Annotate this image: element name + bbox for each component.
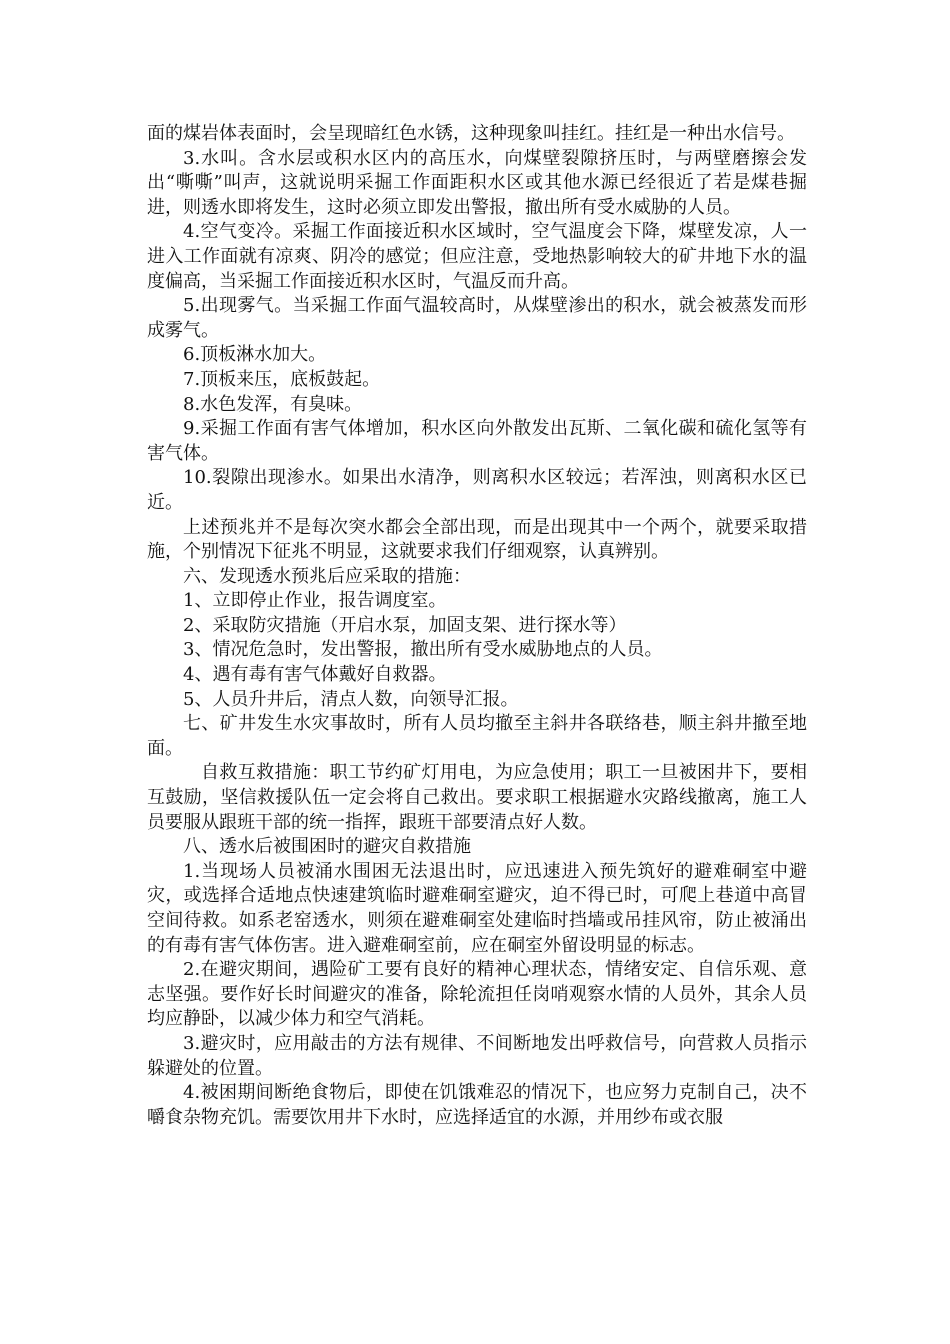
section-heading-6: 六、发现透水预兆后应采取的措施： xyxy=(183,565,471,587)
measure-item-2: 2、采取防灾措施（开启水泵，加固支架、进行探水等） xyxy=(183,614,627,636)
measure-item-5: 5、人员升井后，清点人数，向领导汇报。 xyxy=(183,688,519,710)
paragraph-crack-seepage: 10.裂隙出现渗水。如果出水清净，则离积水区较远；若浑浊，则离积水区已近。 xyxy=(147,467,807,513)
paragraph-continuation: 面的煤岩体表面时，会呈现暗红色水锈，这种现象叫挂红。挂红是一种出水信号。 xyxy=(147,123,795,144)
refuge-item-2: 2.在避灾期间，遇险矿工要有良好的精神心理状态，情绪安定、自信乐观、意志坚强。要作好长时间避灾的准备，除轮流担任岗哨观察水情的人员外，其余人员均应静卧，以减少体力和空气消耗。 xyxy=(147,959,807,1030)
paragraph-self-rescue: 自救互救措施：职工节约矿灯用电，为应急使用；职工一旦被困井下，要相互鼓励，坚信救援队伍一定会将自己救出。要求职工根据避水灾路线撤离，施工人员要服从跟班干部的统一指挥，跟班干部要清点好人数。 xyxy=(147,762,807,833)
paragraph-summary: 上述预兆并不是每次突水都会全部出现，而是出现其中一个两个，就要采取措施，个别情况下征兆不明显，这就要求我们仔细观察，认真辨别。 xyxy=(147,516,807,563)
paragraph-air-cooling: 4.空气变冷。采掘工作面接近积水区域时，空气温度会下降，煤壁发凉，人一进入工作面就有凉爽、阴冷的感觉；但应注意，受地热影响较大的矿井地下水的温度偏高，当采掘工作面接近积水区时，气温反而升高。 xyxy=(147,221,807,292)
paragraph-water-color: 8.水色发浑，有臭味。 xyxy=(183,393,363,415)
paragraph-roof-dripping: 6.顶板淋水加大。 xyxy=(183,344,327,366)
measure-item-4: 4、遇有毒有害气体戴好自救器。 xyxy=(183,664,447,686)
section-heading-8: 八、透水后被围困时的避灾自救措施 xyxy=(183,836,471,858)
paragraph-water-sound: 3.水叫。含水层或积水区内的高压水，向煤壁裂隙挤压时，与两壁磨擦会发出“嘶嘶”叫声，这就说明采掘工作面距积水区或其他水源已经很近了若是煤巷掘进，则透水即将发生，这时必须立即发出警报，撤出所有受水威胁的人员。 xyxy=(147,147,807,218)
paragraph-roof-pressure: 7.顶板来压，底板鼓起。 xyxy=(183,368,381,390)
refuge-item-4: 4.被困期间断绝食物后，即使在饥饿难忍的情况下，也应努力克制自己，决不嚼食杂物充饥。需要饮用井下水时，应选择适宜的水源，并用纱布或衣服 xyxy=(147,1082,807,1128)
measure-item-3: 3、情况危急时，发出警报，撤出所有受水威胁地点的人员。 xyxy=(183,639,663,661)
measure-item-1: 1、立即停止作业，报告调度室。 xyxy=(183,590,447,612)
refuge-item-1: 1.当现场人员被涌水围困无法退出时，应迅速进入预先筑好的避难硐室中避灾，或选择合适地点快速建筑临时避难硐室避灾，迫不得已时，可爬上巷道中高冒空间待救。如系老窑透水，则须在避难硐室处建临时挡墙或吊挂风帘，防止被涌出的有毒有害气体伤害。进入避难硐室前，应在硐室外留设明显的标志。 xyxy=(147,860,807,956)
refuge-item-3: 3.避灾时，应用敲击的方法有规律、不间断地发出呼救信号，向营救人员指示躲避处的位置。 xyxy=(147,1032,807,1079)
document-body xyxy=(147,122,807,1130)
section-heading-7: 七、矿井发生水灾事故时，所有人员均撤至主斜井各联络巷，顺主斜井撤至地面。 xyxy=(147,713,807,759)
paragraph-harmful-gas: 9.采掘工作面有害气体增加，积水区向外散发出瓦斯、二氧化碳和硫化氢等有害气体。 xyxy=(147,418,807,464)
paragraph-fog: 5.出现雾气。当采掘工作面气温较高时，从煤壁渗出的积水，就会被蒸发而形成雾气。 xyxy=(147,295,807,341)
